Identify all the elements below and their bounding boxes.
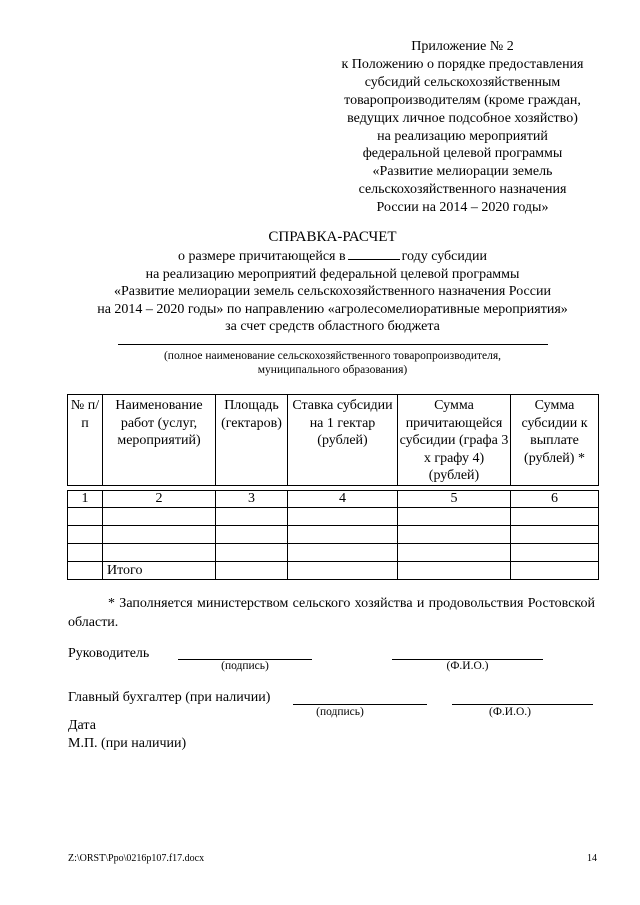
producer-name-caption [110,349,555,377]
header-work-name: Наименование работ (услуг, мероприятий) [103,395,216,486]
appendix-line: ведущих личное подсобное хозяйство) [347,110,578,126]
appendix-line: сельскохозяйственного назначения [358,182,567,198]
heading-line-year [60,247,605,265]
header-area: Площадь (гектаров) [216,395,288,486]
column-number-row [68,490,599,507]
table-cell[interactable] [216,543,288,561]
table-cell[interactable] [216,525,288,543]
heading-line: на 2014 – 2020 годы» по направлению «агролесомелиоративные мероприятия» [97,301,568,317]
table-row [68,543,599,561]
table-row [68,525,599,543]
column-number: 6 [511,490,599,507]
total-row [68,561,599,580]
table-cell[interactable] [511,507,599,525]
column-number: 1 [68,490,103,507]
header-rate: Ставка субсидии на 1 гектар (рублей) [288,395,398,486]
header-number: № п/п [68,395,103,486]
appendix-block [325,38,600,217]
appendix-line: к Положению о порядке предоставления [341,56,584,72]
table-cell[interactable] [216,507,288,525]
table-cell[interactable] [68,525,103,543]
table-cell[interactable] [398,543,511,561]
table-cell[interactable] [103,525,216,543]
appendix-line: субсидий сельскохозяйственным [364,74,561,90]
appendix-line: федеральной целевой программы [362,146,563,162]
year-blank-field[interactable] [348,247,400,260]
appendix-line: Приложение № 2 [411,39,514,54]
table-cell[interactable] [68,543,103,561]
date-label: Дата [68,718,96,733]
header-subsidy-due: Сумма причитающейся субсидии (графа 3 х графу 4) (рублей) [398,395,511,486]
stamp-label: М.П. (при наличии) [68,736,187,751]
table-cell[interactable] [288,525,398,543]
calculation-table [67,394,599,580]
table-cell[interactable] [103,543,216,561]
table-cell[interactable] [511,543,599,561]
accountant-signature-caption: (подпись) [316,706,364,718]
heading-line: «Развитие мелиорации земель сельскохозяйственного назначения России [114,284,551,300]
appendix-line: «Развитие мелиорации земель [372,164,553,180]
table-cell [68,561,103,580]
heading-line: за счет средств областного бюджета [225,319,440,335]
table-cell[interactable] [398,507,511,525]
footnote-text: * Заполняется министерством сельского хозяйства и продовольствия Ростовской области. [68,596,595,630]
table-cell[interactable] [288,507,398,525]
appendix-line: России на 2014 – 2020 годы» [376,200,549,216]
head-label: Руководитель [68,646,150,661]
header-subsidy-payable: Сумма субсидии к выплате (рублей) * [511,395,599,486]
footnote [68,594,595,632]
caption-line: муниципального образования) [257,364,408,376]
appendix-line: на реализацию мероприятий [377,128,548,144]
producer-name-field[interactable] [118,344,548,345]
table-cell[interactable] [216,561,288,580]
column-number: 5 [398,490,511,507]
table-cell[interactable] [68,507,103,525]
accountant-signature-field[interactable] [293,704,427,705]
appendix-line: товаропроизводителям (кроме граждан, [344,92,581,108]
heading-year-before: о размере причитающейся в [178,249,346,265]
table-cell[interactable] [511,525,599,543]
heading-line: на реализацию мероприятий федеральной целевой программы [145,266,520,282]
table-cell[interactable] [103,507,216,525]
document-heading [60,229,605,335]
table-cell[interactable] [288,561,398,580]
table-cell[interactable] [288,543,398,561]
table-header-row [68,395,599,486]
table-cell[interactable] [398,525,511,543]
table-row [68,507,599,525]
table-cell[interactable] [398,561,511,580]
footer-file-path: Z:\ORST\Ppo\0216p107.f17.docx [68,853,205,864]
document-title: СПРАВКА-РАСЧЕТ [268,229,397,245]
table-cell[interactable] [511,561,599,580]
heading-year-after: году субсидии [401,249,487,265]
page-number: 14 [587,853,597,864]
accountant-name-caption: (Ф.И.О.) [489,706,531,718]
total-label: Итого [103,561,216,580]
column-number: 2 [103,490,216,507]
caption-line: (полное наименование сельскохозяйственного товаропроизводителя, [163,350,502,362]
column-number: 4 [288,490,398,507]
accountant-name-field[interactable] [452,704,593,705]
accountant-label: Главный бухгалтер (при наличии) [68,690,271,705]
head-name-caption: (Ф.И.О.) [446,660,489,672]
head-signature-caption: (подпись) [221,660,269,672]
column-number: 3 [216,490,288,507]
